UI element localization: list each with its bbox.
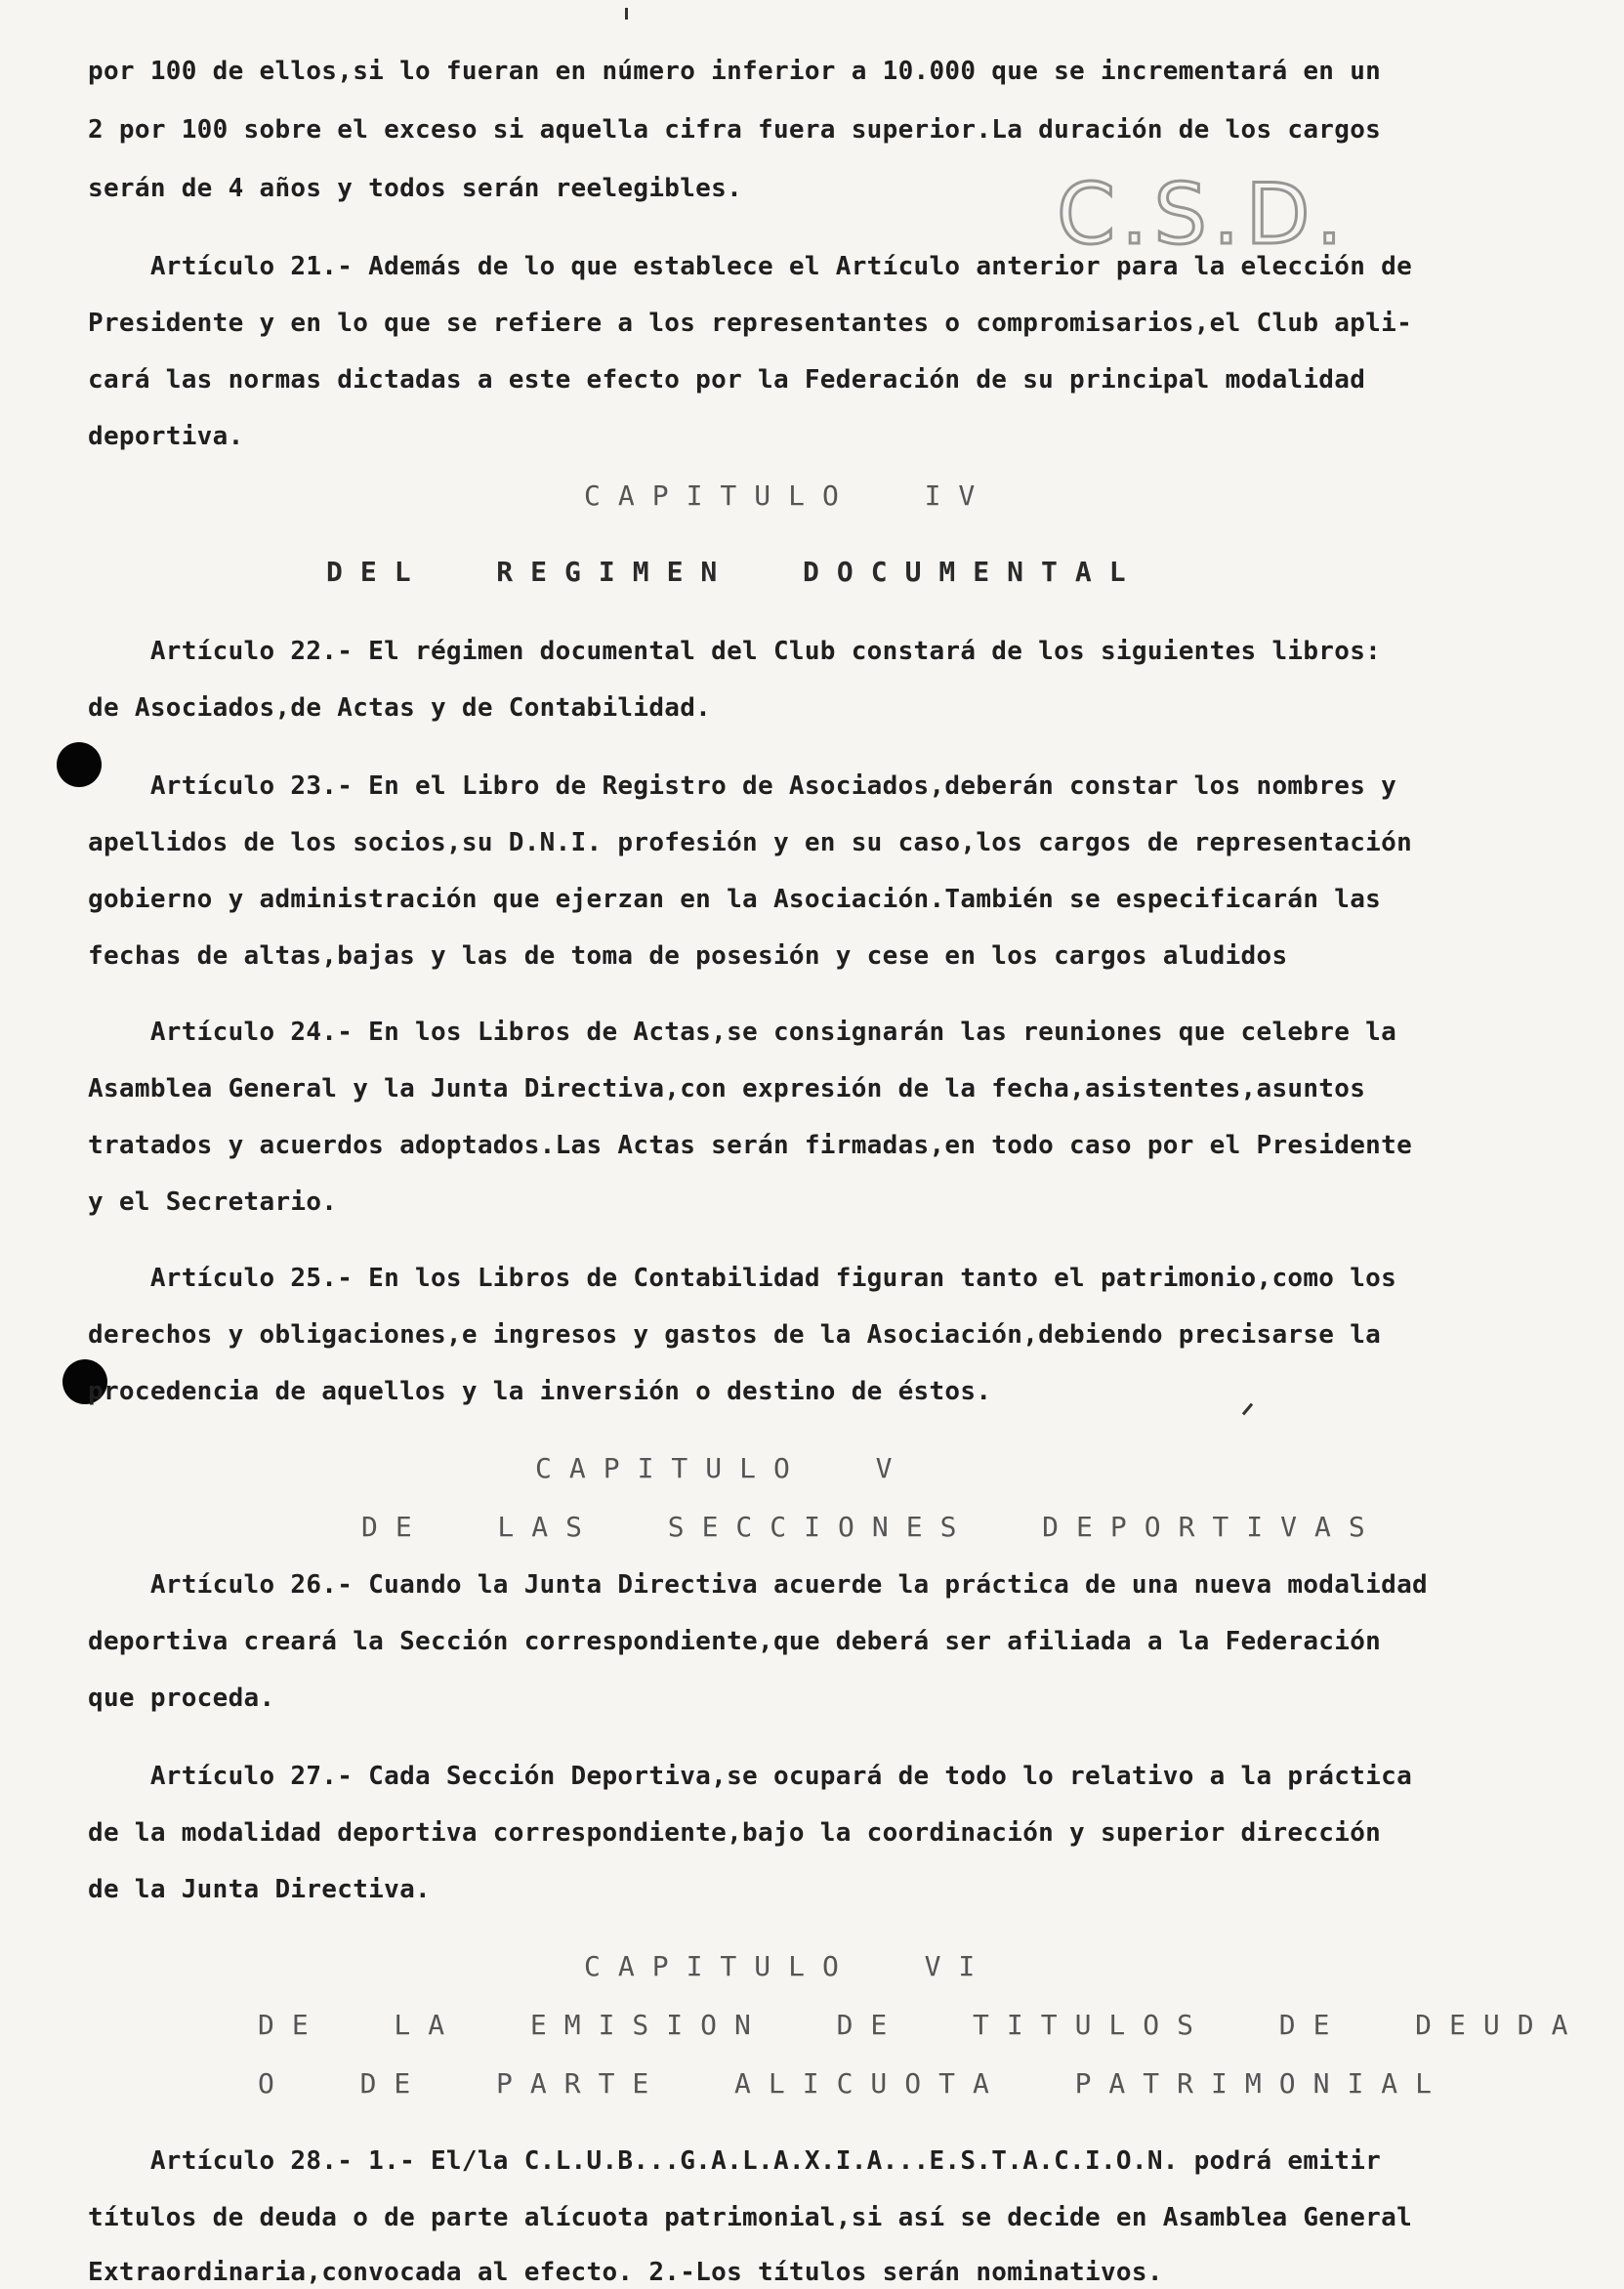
chapter-6-subtitle: DE LA EMISION DE TITULOS DE DEUDA bbox=[258, 2009, 1586, 2041]
article-23-line: Artículo 23.- En el Libro de Registro de Asociados,deberán constar los nombres y bbox=[88, 771, 1397, 801]
article-22-line: Artículo 22.- El régimen documental del Club constará de los siguientes libros: bbox=[88, 637, 1382, 666]
article-25-line: derechos y obligaciones,e ingresos y gastos de la Asociación,debiendo precisarse la bbox=[88, 1320, 1382, 1350]
article-23-line: apellidos de los socios,su D.N.I. profesión y en su caso,los cargos de representación bbox=[88, 828, 1413, 857]
csd-stamp: C.S.D. bbox=[1057, 166, 1349, 264]
chapter-4-title: CAPITULO IV bbox=[584, 479, 993, 512]
article-21-line: deportiva. bbox=[88, 422, 244, 451]
chapter-6-title: CAPITULO VI bbox=[584, 1950, 993, 1982]
article-21-line: Artículo 21.- Además de lo que establece el Artículo anterior para la elección de bbox=[88, 252, 1413, 281]
chapter-5-title: CAPITULO V bbox=[535, 1452, 910, 1484]
article-28-line: títulos de deuda o de parte alícuota patrimonial,si así se decide en Asamblea General bbox=[88, 2203, 1413, 2232]
article-25-line: procedencia de aquellos y la inversión o destino de éstos. bbox=[88, 1377, 992, 1406]
article-22-line: de Asociados,de Actas y de Contabilidad. bbox=[88, 693, 712, 723]
article-21-line: Presidente y en lo que se refiere a los representantes o compromisarios,el Club apli- bbox=[88, 309, 1413, 338]
article-26-line: Artículo 26.- Cuando la Junta Directiva acuerde la práctica de una nueva modalidad bbox=[88, 1570, 1428, 1600]
article-24-line: tratados y acuerdos adoptados.Las Actas serán firmadas,en todo caso por el Presidente bbox=[88, 1131, 1413, 1160]
ink-mark bbox=[625, 8, 628, 20]
article-27-line: Artículo 27.- Cada Sección Deportiva,se ocupará de todo lo relativo a la práctica bbox=[88, 1762, 1413, 1791]
article-28-line: Artículo 28.- 1.- El/la C.L.U.B...G.A.L.A.X.I.A...E.S.T.A.C.I.O.N. podrá emitir bbox=[88, 2146, 1382, 2176]
article-26-line: deportiva creará la Sección correspondiente,que deberá ser afiliada a la Federación bbox=[88, 1627, 1382, 1656]
article-27-line: de la Junta Directiva. bbox=[88, 1875, 431, 1904]
text-line: por 100 de ellos,si lo fueran en número inferior a 10.000 que se incrementará en un bbox=[88, 57, 1382, 86]
article-25-line: Artículo 25.- En los Libros de Contabilidad figuran tanto el patrimonio,como los bbox=[88, 1264, 1397, 1293]
chapter-4-subtitle: DEL REGIMEN DOCUMENTAL bbox=[326, 556, 1144, 588]
chapter-6-subtitle: O DE PARTE ALICUOTA PATRIMONIAL bbox=[258, 2067, 1450, 2100]
chapter-5-subtitle: DE LAS SECCIONES DEPORTIVAS bbox=[361, 1511, 1383, 1543]
ink-mark bbox=[1242, 1403, 1253, 1416]
text-line: serán de 4 años y todos serán reelegibles. bbox=[88, 174, 743, 203]
article-27-line: de la modalidad deportiva correspondiente,bajo la coordinación y superior dirección bbox=[88, 1818, 1382, 1848]
article-26-line: que proceda. bbox=[88, 1684, 275, 1713]
article-24-line: Artículo 24.- En los Libros de Actas,se consignarán las reuniones que celebre la bbox=[88, 1018, 1397, 1047]
article-24-line: y el Secretario. bbox=[88, 1187, 338, 1217]
article-24-line: Asamblea General y la Junta Directiva,con expresión de la fecha,asistentes,asuntos bbox=[88, 1074, 1366, 1103]
article-21-line: cará las normas dictadas a este efecto por la Federación de su principal modalidad bbox=[88, 365, 1366, 395]
article-23-line: gobierno y administración que ejerzan en la Asociación.También se especificarán las bbox=[88, 885, 1382, 914]
text-line: 2 por 100 sobre el exceso si aquella cifra fuera superior.La duración de los cargos bbox=[88, 115, 1382, 145]
article-23-line: fechas de altas,bajas y las de toma de posesión y cese en los cargos aludidos bbox=[88, 941, 1288, 971]
article-28-line: Extraordinaria,convocada al efecto. 2.-Los títulos serán nominativos. bbox=[88, 2258, 1163, 2287]
